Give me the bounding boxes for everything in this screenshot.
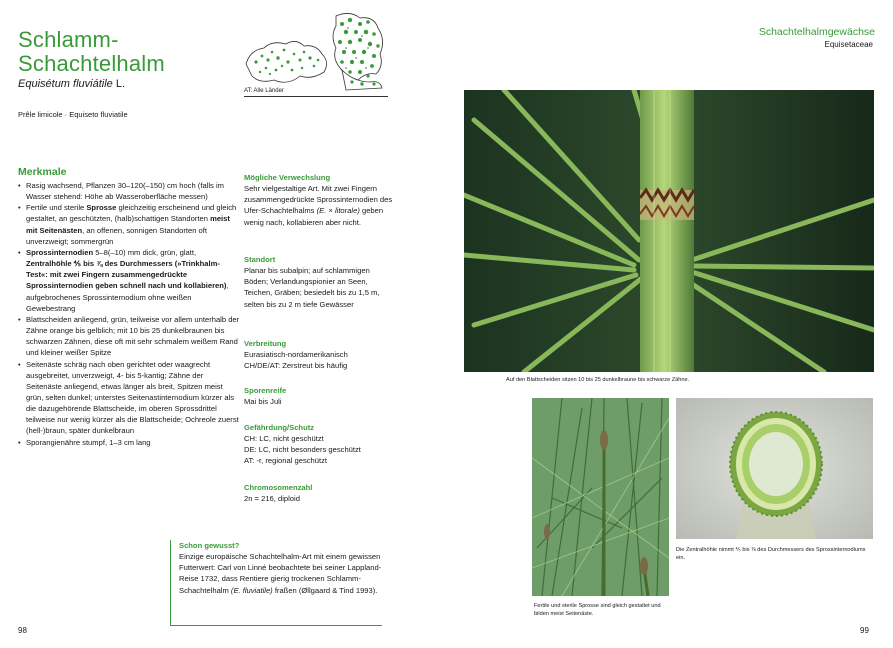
merkmal-item: • Sporangienähre stumpf, 1–3 cm lang bbox=[18, 437, 240, 448]
verbreitung-heading: Verbreitung bbox=[244, 339, 287, 348]
verwechslung-section bbox=[244, 172, 394, 228]
other-language-names: Prêle limicole · Equiseto fluviatile bbox=[18, 110, 128, 119]
caption-shoots-photo: Fertile und sterile Sprosse sind gleich gestaltet und bilden meist Seitenäste. bbox=[534, 603, 661, 617]
switzerland-map bbox=[246, 41, 327, 82]
standort-section bbox=[244, 254, 394, 310]
title-line-2: Schachtelhalm bbox=[18, 51, 165, 76]
caption-main-photo: Auf den Blattscheiden sitzen 10 bis 25 dunkelbraune bis schwarze Zähne. bbox=[506, 377, 690, 383]
verwechslung-text: Sehr vielgestaltige Art. Mit zwei Fingern zusammengedrückte Sprossinternodien des Ufer-Schachtelhalms (E. × litorale) geben wenig nach, kollabieren aber nicht. bbox=[244, 184, 393, 227]
merkmale-list bbox=[18, 180, 240, 448]
chromosomen-section bbox=[244, 482, 394, 504]
family-latin-name: Equisetaceae bbox=[824, 40, 873, 49]
title-line-1: Schlamm- bbox=[18, 27, 119, 52]
did-you-know-text: Einzige europäische Schachtelhalm-Art mit einem gewissen Futterwert: Carl von Linné beobachtete bei seiner Lappland-Reise 1732, dass Rentiere gierig trockenen Schlamm-Schachtelhalm (E. fluviatile) fraßen (Øllgaard & Tind 1993). bbox=[179, 552, 382, 595]
gefaehrdung-line: CH: LC, nicht geschützt bbox=[244, 434, 324, 444]
merkmale-heading: Merkmale bbox=[18, 166, 67, 178]
merkmal-item: • Fertile und sterile Sprosse gleichzeitig erscheinend und gleich gestaltet, an geschützten, (halb)schattigen Standorten meist mit Seitenästen, an offenen, sonnigen Standorten oft unverzweigt; sommergrün bbox=[18, 202, 240, 247]
family-name: Schachtelhalmgewächse bbox=[758, 26, 875, 38]
chromosomen-text: 2n = 216, diploid bbox=[244, 494, 300, 504]
verbreitung-section bbox=[244, 338, 394, 371]
verbreitung-line: CH/DE/AT: Zerstreut bis häufig bbox=[244, 361, 348, 371]
map-caption: AT: Alle Länder bbox=[244, 88, 388, 97]
merkmal-item: • Rasig wachsend, Pflanzen 30–120(–150) cm hoch (falls im Wasser stehend: Höhe ab Wasseroberfläche messen) bbox=[18, 180, 240, 202]
chromosomen-heading: Chromosomenzahl bbox=[244, 483, 313, 492]
standort-heading: Standort bbox=[244, 255, 276, 264]
gefaehrdung-line: AT: -r, regional geschützt bbox=[244, 456, 328, 466]
did-you-know-box bbox=[170, 540, 382, 626]
merkmal-item: • Seitenäste schräg nach oben gerichtet oder waagrecht ausgebreitet, unverzweigt, 4- bis 5-kantig; Zähne der Seitenäste anliegend, etwas länger als breit, Spitzen meist grün, selten dunkel; unterstes Seitenastinternodium kürzer als die dazugehörende Blattscheide, im oberen Sprossdrittel teilweise nur wenig kürzer als die Blattscheide; Ochreole zuerst (hell-)braun, später dunkelbraun bbox=[18, 359, 240, 437]
gefaehrdung-line: DE: LC, nicht besonders geschützt bbox=[244, 445, 361, 455]
merkmal-item: • Sprossinternodien 5–8(–10) mm dick, grün, glatt, Zentralhöhle ⅘ bis ⅞ des Durchmessers (»Trinkhalm-Test«: mit zwei Fingern zusammengedrückte Sprossinternodien geben schnell nach und kollabieren), aufgebrochenes Sprossinternodium ohne weißen Gewebestrang bbox=[18, 247, 240, 314]
page-title bbox=[18, 28, 165, 76]
page-number-left: 98 bbox=[18, 626, 27, 635]
gefaehrdung-heading: Gefährdung/Schutz bbox=[244, 423, 315, 432]
did-you-know-heading: Schon gewusst? bbox=[179, 541, 240, 550]
sporenreife-heading: Sporenreife bbox=[244, 386, 287, 395]
verwechslung-heading: Mögliche Verwechslung bbox=[244, 173, 331, 182]
photo-fertile-sterile-shoots bbox=[532, 398, 669, 596]
caption-cavity-photo: Die Zentralhöhle nimmt ⅘ bis ⅞ des Durchmessers des Sprossinternodiums ein. bbox=[676, 547, 866, 561]
distribution-map bbox=[242, 10, 388, 96]
latin-name-text: Equisétum fluviátile bbox=[18, 78, 113, 90]
photo-central-cavity bbox=[676, 398, 873, 539]
standort-text: Planar bis subalpin; auf schlammigen Böden; Verlandungspionier an Seen, Teichen, Gräben; besiedelt bis zu 1,5 m, selten bis zu 2 m tiefe Gewässer bbox=[244, 266, 380, 309]
latin-author: L. bbox=[115, 78, 126, 90]
verbreitung-line: Eurasiatisch-nordamerikanisch bbox=[244, 350, 348, 360]
page-number-right: 99 bbox=[860, 626, 869, 635]
sporenreife-section bbox=[244, 385, 394, 407]
sporenreife-text: Mai bis Juli bbox=[244, 397, 282, 407]
gefaehrdung-section bbox=[244, 422, 394, 467]
latin-name bbox=[18, 78, 125, 90]
merkmal-item: • Blattscheiden anliegend, grün, teilweise vor allem unterhalb der Zähne orange bis gelblich; mit 10 bis 25 dunkelbraunen bis schwarzen Zähnen, diese oft mit sehr schmalem weißem Rand und kleiner weißer Spitze bbox=[18, 314, 240, 359]
photo-leaf-sheath bbox=[464, 90, 874, 372]
